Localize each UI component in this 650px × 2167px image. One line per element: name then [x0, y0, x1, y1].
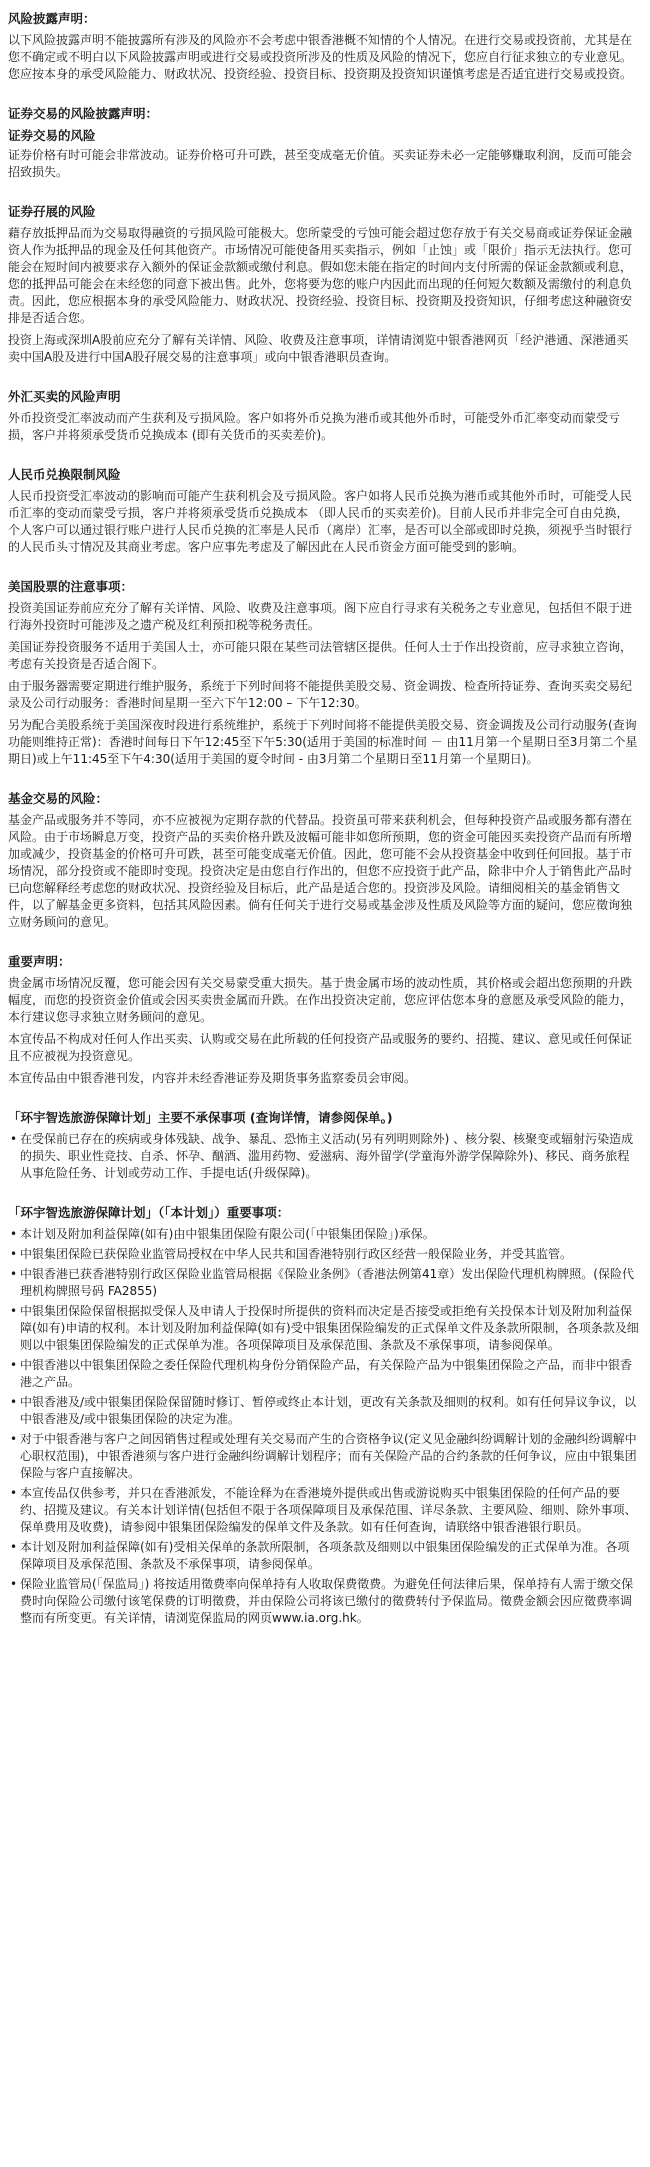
a-share-notice: 投资上海或深圳A股前应充分了解有关详情、风险、收费及注意事项，详情请浏览中银香港网页「经沪港通、深港通买卖中国A股及进行中国A股孖展交易的注意事项」或向中银香港职员查询。	[8, 333, 629, 364]
list-item: • 对于中银香港与客户之间因销售过程或处理有关交易而产生的合资格争议(定义见金融纠纷调解计划的金融纠纷调解中心职权范围)，中银香港须与客户进行金融纠纷调解计划程序；而有关保险产品的合约条款的任何争议，应由中银集团保险与客户直接解决。	[8, 1431, 640, 1482]
margin-risk-body: 藉存放抵押品而为交易取得融资的亏损风险可能极大。您所蒙受的亏蚀可能会超过您存放于有关交易商或证券保证金融资人作为抵押品的现金及任何其他资产。市场情况可能使备用买卖指示，例如「止蚀」或「限价」指示无法执行。您可能会在短时间内被要求存入额外的保证金款额或缴付利息。假如您未能在指定的时间内支付所需的保证金款额或利息，您的抵押品可能会在未经您的同意下被出售。此外，您将要为您的账户内因此而出现的任何短欠数额及需缴付的利息负责。因此，您应根据本身的承受风险能力、财政状况、投资经验、投资目标、投资期及投资知识，仔细考虑这种融资安排是否适合您。	[8, 226, 633, 325]
travel-exclusions-title: 「环宇智选旅游保障计划」主要不承保事项 (查询详情，请参阅保单。)	[8, 1110, 393, 1125]
fx-risk-section	[8, 388, 640, 444]
list-item: • 中银香港以中银集团保险之委任保险代理机构身份分销保险产品，有关保险产品为中银集团保险之产品，而非中银香港之产品。	[8, 1357, 640, 1391]
risk-disclosure-title: 风险披露声明：	[8, 11, 96, 26]
important-notice-section	[8, 953, 640, 1087]
us-stocks-section	[8, 578, 640, 768]
rmb-risk-section	[8, 466, 640, 556]
list-item: • 在受保前已存在的疾病或身体残缺、战争、暴乱、恐怖主义活动(另有列明则除外) 、核分裂、核聚变或辐射污染造成的损失、职业性竞技、自杀、怀孕、酗酒、滥用药物、爱滋病、海外留学(学童海外游学保障除外)、移民、商务旅程从事危险任务、计划或劳动工作、手提电话(升级保障)。	[8, 1131, 640, 1182]
list-item: • 中银香港及/或中银集团保险保留随时修订、暂停或终止本计划，更改有关条款及细则的权利。如有任何异议争议，以中银香港及/或中银集团保险的决定为准。	[8, 1394, 640, 1428]
fund-risk-body: 基金产品或服务并不等同，亦不应被视为定期存款的代替品。投资虽可带来获利机会，但每种投资产品或服务都有潜在风险。由于市场瞬息万变，投资产品的买卖价格升跌及波幅可能非如您所预期，您的资金可能因买卖投资产品而有所增加或减少，投资基金的价格可升可跌，甚至可能变成毫无价值。因此，您可能不会从投资基金中收到任何回报。基于市场情况，部分投资或不能即时变现。投资决定是由您自行作出的，但您不应投资于此产品，除非中介人于销售此产品时已向您解释经考虑您的财政状况、投资经验及目标后，此产品是适合您的。投资涉及风险。请细阅相关的基金销售文件，以了解基金更多资料，包括其风险因素。倘有任何关于进行交易或基金涉及性质及风险等方面的疑问，您应徵询独立财务顾问的意见。	[8, 813, 633, 929]
risk-disclosure-section	[8, 10, 640, 83]
fx-risk-title: 外汇买卖的风险声明	[8, 389, 121, 404]
travel-exclusions-section	[8, 1109, 640, 1182]
travel-exclusions-list	[8, 1131, 640, 1182]
us-stocks-para: 美国证券投资服务不适用于美国人士，亦可能只限在某些司法管辖区提供。任何人士于作出投资前，应寻求独立咨询，考虑有关投资是否适合阁下。	[8, 640, 633, 671]
margin-risk-section	[8, 203, 640, 366]
list-item: • 本计划及附加利益保障(如有)由中银集团保险有限公司(「中银集团保险」)承保。	[8, 1226, 640, 1243]
securities-risk-title: 证券交易的风险披露声明：	[8, 106, 159, 121]
risk-disclosure-body: 以下风险披露声明不能披露所有涉及的风险亦不会考虑中银香港概不知情的个人情况。在进行交易或投资前，尤其是在您不确定或不明白以下风险披露声明或进行交易或投资所涉及的性质及风险的情况下，您应自行征求独立的专业意见。您应按本身的承受风险能力、财政状况、投资经验、投资目标、投资期及投资知识谨慎考虑是否适宜进行交易或投资。	[8, 33, 633, 81]
rmb-risk-title: 人民币兑换限制风险	[8, 467, 121, 482]
fund-risk-section	[8, 790, 640, 931]
securities-risk-section	[8, 105, 640, 181]
list-item: • 保险业监管局(「保监局」) 将按适用徵费率向保单持有人收取保费徵费。为避免任何法律后果，保单持有人需于缴交保费时向保险公司缴付该笔保费的订明徵费，并由保险公司将该已缴付的徵费转付予保监局。徵费金额会因应徵费率调整而有所变更。有关详情，请浏览保监局的网页www.ia.org.hk。	[8, 1576, 640, 1627]
important-notice-para: 本宣传品由中银香港刊发，内容并未经香港证券及期货事务监察委员会审阅。	[8, 1071, 417, 1085]
rmb-risk-body: 人民币投资受汇率波动的影响而可能产生获利机会及亏损风险。客户如将人民币兑换为港币或其他外币时，可能受人民币汇率的变动而蒙受亏损，客户并将须承受货币兑换成本 （即人民币的买卖差价)。目前人民币并非完全可自由兑换，个人客户可以通过银行账户进行人民币兑换的汇率是人民币（离岸）汇率，是否可以全部或即时兑换，须视乎当时银行的人民币头寸情况及其商业考虑。客户应事先考虑及了解因此在人民币资金方面可能受到的影响。	[8, 489, 633, 554]
us-stocks-para: 另为配合美股系统于美国深夜时段进行系统维护，系统于下列时间将不能提供美股交易、资金调拨及公司行动服务(查询功能则维持正常)：香港时间每日下午12:45至下午5:30(适用于美国的标准时间 － 由11月第一个星期日至3月第二个星期日)或上午11:45至下午4:30(适用于美国的夏令时间 - 由3月第二个星期日至11月第一个星期日)。	[8, 718, 638, 766]
us-stocks-para: 投资美国证券前应充分了解有关详情、风险、收费及注意事项。阁下应自行寻求有关税务之专业意见，包括但不限于进行海外投资时可能涉及之遗产税及红利预扣税等税务责任。	[8, 601, 633, 632]
list-item: • 本计划及附加利益保障(如有)受相关保单的条款所限制，各项条款及细则以中银集团保险编发的正式保单为准。各项保障项目及承保范围、条款及不承保事项，请参阅保单。	[8, 1539, 640, 1573]
list-item: • 中银香港已获香港特别行政区保险业监管局根据《保险业条例》（香港法例第41章）发出保险代理机构牌照。(保险代理机构牌照号码 FA2855)	[8, 1266, 640, 1300]
us-stocks-para: 由于服务器需要定期进行维护服务，系统于下列时间将不能提供美股交易、资金调拨、检查所持证券、查询买卖交易纪录及公司行动服务：香港时间星期一至六下午12:00 – 下午12:30。	[8, 679, 633, 710]
important-notice-para: 本宣传品不构成对任何人作出买卖、认购或交易在此所载的任何投资产品或服务的要约、招揽、建议、意见或任何保证且不应被视为投资意见。	[8, 1032, 633, 1063]
travel-notes-list	[8, 1226, 640, 1627]
securities-risk-body: 证券价格有时可能会非常波动。证券价格可升可跌，甚至变成毫无价值。买卖证券未必一定能够赚取利润，反而可能会招致损失。	[8, 148, 633, 179]
margin-risk-title: 证券孖展的风险	[8, 204, 96, 219]
important-notice-title: 重要声明：	[8, 954, 71, 969]
securities-risk-subtitle: 证券交易的风险	[8, 128, 96, 143]
travel-notes-section	[8, 1204, 640, 1627]
travel-notes-title: 「环宇智选旅游保障计划」（「本计划」）重要事项：	[8, 1205, 290, 1220]
list-item: • 中银集团保险保留根据拟受保人及申请人于投保时所提供的资料而决定是否接受或拒绝有关投保本计划及附加利益保障(如有)申请的权利。本计划及附加利益保障(如有)受中银集团保险编发的正式保单文件及条款所限制，各项条款及细则以中银集团保险编发的正式保单为准。各项保障项目及承保范围、条款及不承保事项，请参阅保单。	[8, 1303, 640, 1354]
fund-risk-title: 基金交易的风险：	[8, 791, 109, 806]
important-notice-para: 贵金属市场情况反覆，您可能会因有关交易蒙受重大损失。基于贵金属市场的波动性质，其价格或会超出您预期的升跌幅度，而您的投资资金价值或会因买卖贵金属而升跌。在作出投资决定前，您应评估您本身的意愿及承受风险的能力，本行建议您寻求独立财务顾问的意见。	[8, 976, 633, 1024]
fx-risk-body: 外币投资受汇率波动而产生获利及亏损风险。客户如将外币兑换为港币或其他外币时，可能受外币汇率变动而蒙受亏损，客户并将须承受货币兑换成本 (即有关货币的买卖差价)。	[8, 411, 621, 442]
list-item: • 中银集团保险已获保险业监管局授权在中华人民共和国香港特别行政区经营一般保险业务，并受其监管。	[8, 1246, 640, 1263]
list-item: • 本宣传品仅供参考，并只在香港派发，不能诠释为在香港境外提供或出售或游说购买中银集团保险的任何产品的要约、招揽及建议。有关本计划详情(包括但不限于各项保障项目及承保范围、详尽条款、主要风险、细则、除外事项、保单费用及收费)，请参阅中银集团保险编发的保单文件及条款。如有任何查询，请联络中银香港银行职员。	[8, 1485, 640, 1536]
us-stocks-title: 美国股票的注意事项：	[8, 579, 134, 594]
